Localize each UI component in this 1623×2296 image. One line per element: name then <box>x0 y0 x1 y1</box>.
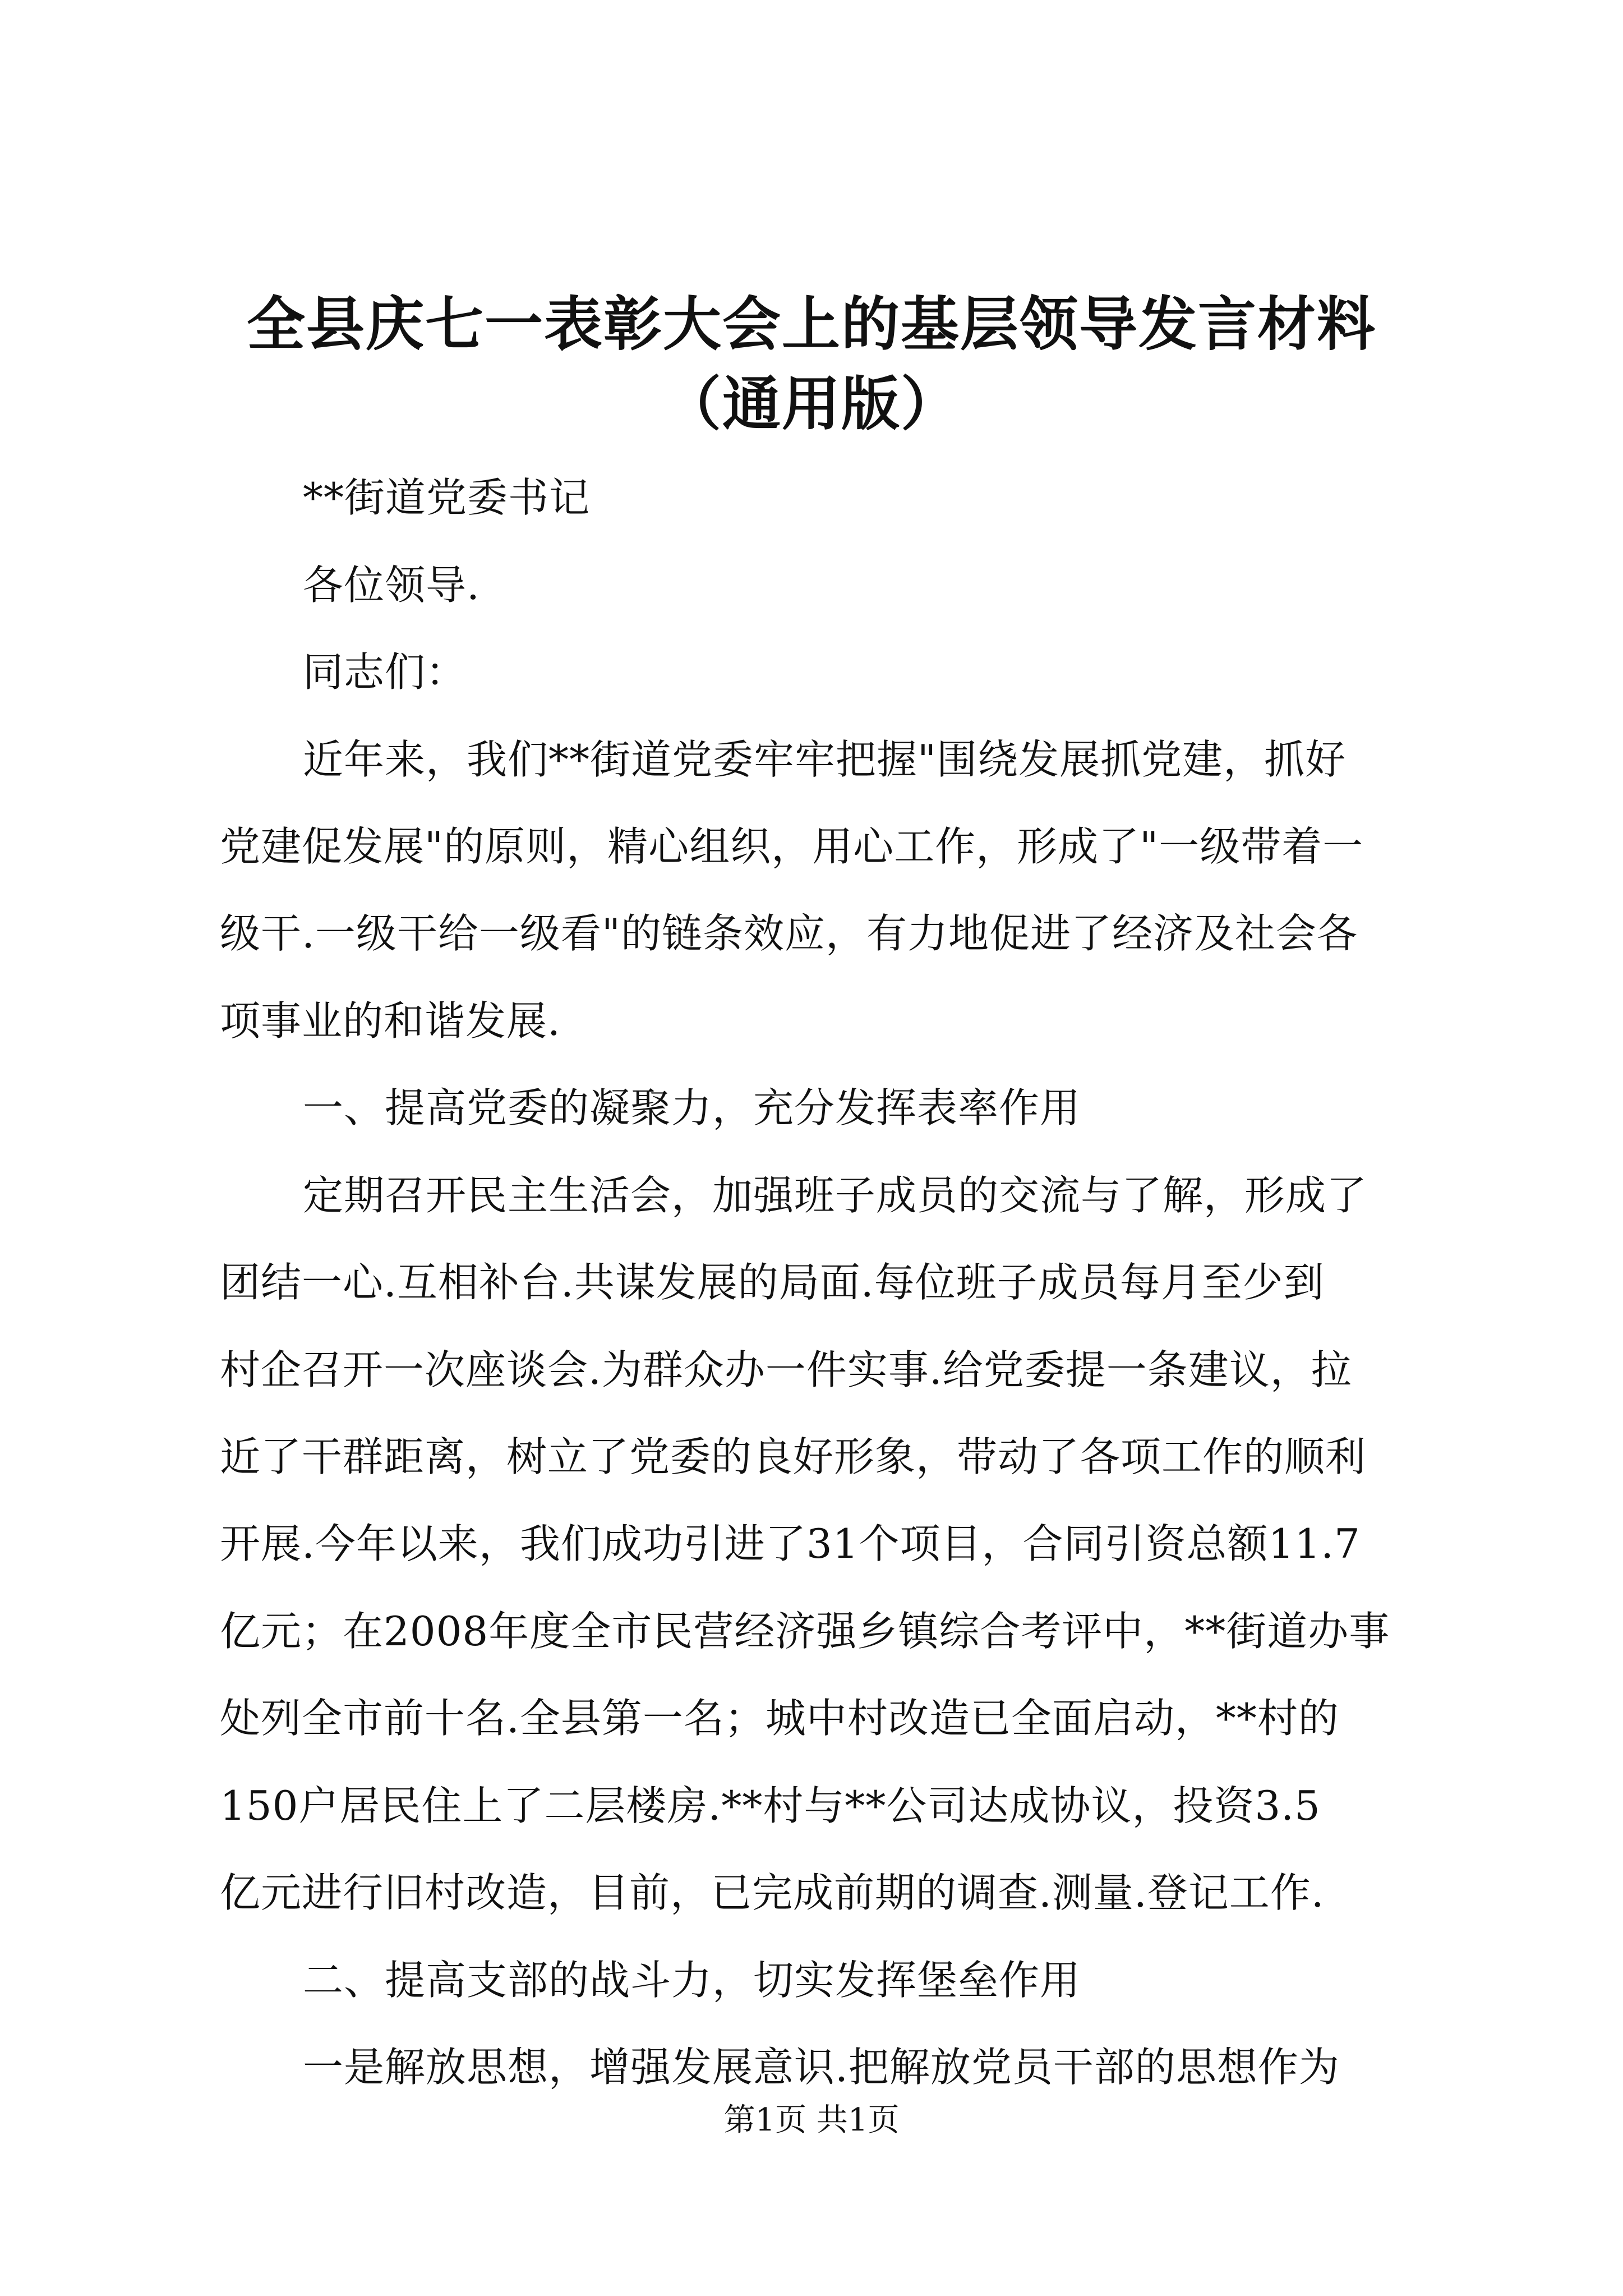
body-line: 党建促发展"的原则，精心组织，用心工作，形成了"一级带着一 <box>220 823 1364 870</box>
body-line: 一是解放思想，增强发展意识.把解放党员干部的思想作为 <box>303 2044 1340 2091</box>
document-title-line1: 全县庆七一表彰大会上的基层领导发言材料 <box>246 289 1376 358</box>
body-line: 近年来，我们**街道党委牢牢把握"围绕发展抓党建，抓好 <box>303 736 1347 783</box>
body-line: 处列全市前十名.全县第一名；城中村改造已全面启动，**村的 <box>220 1695 1339 1742</box>
section-heading: 一、提高党委的凝聚力，充分发挥表率作用 <box>303 1084 1081 1131</box>
salutation-leaders: 各位领导. <box>303 562 480 609</box>
document-title-line2: （通用版） <box>662 369 960 438</box>
body-line: 村企召开一次座谈会.为群众办一件实事.给党委提一条建议，拉 <box>220 1346 1352 1393</box>
body-line: 团结一心.互相补台.共谋发展的局面.每位班子成员每月至少到 <box>220 1259 1325 1306</box>
author-line: **街道党委书记 <box>303 474 591 521</box>
salutation-comrades: 同志们： <box>303 648 467 696</box>
page-footer: 第1页 共1页 <box>723 2102 900 2138</box>
body-line: 级干.一级干给一级看"的链条效应，有力地促进了经济及社会各 <box>220 910 1358 957</box>
body-line: 项事业的和谐发展. <box>220 997 561 1045</box>
body-line: 近了干群距离，树立了党委的良好形象，带动了各项工作的顺利 <box>220 1433 1367 1480</box>
body-line: 150户居民住上了二层楼房.**村与**公司达成协议，投资3.5 <box>220 1782 1321 1829</box>
body-line: 亿元进行旧村改造，目前，已完成前期的调查.测量.登记工作. <box>220 1869 1325 1916</box>
body-line: 开展.今年以来，我们成功引进了31个项目，合同引资总额11.7 <box>220 1520 1361 1567</box>
section-heading: 二、提高支部的战斗力，切实发挥堡垒作用 <box>303 1957 1081 2004</box>
body-line: 亿元；在2008年度全市民营经济强乡镇综合考评中，**街道办事 <box>220 1608 1390 1655</box>
body-line: 定期召开民主生活会，加强班子成员的交流与了解，形成了 <box>303 1172 1368 1219</box>
